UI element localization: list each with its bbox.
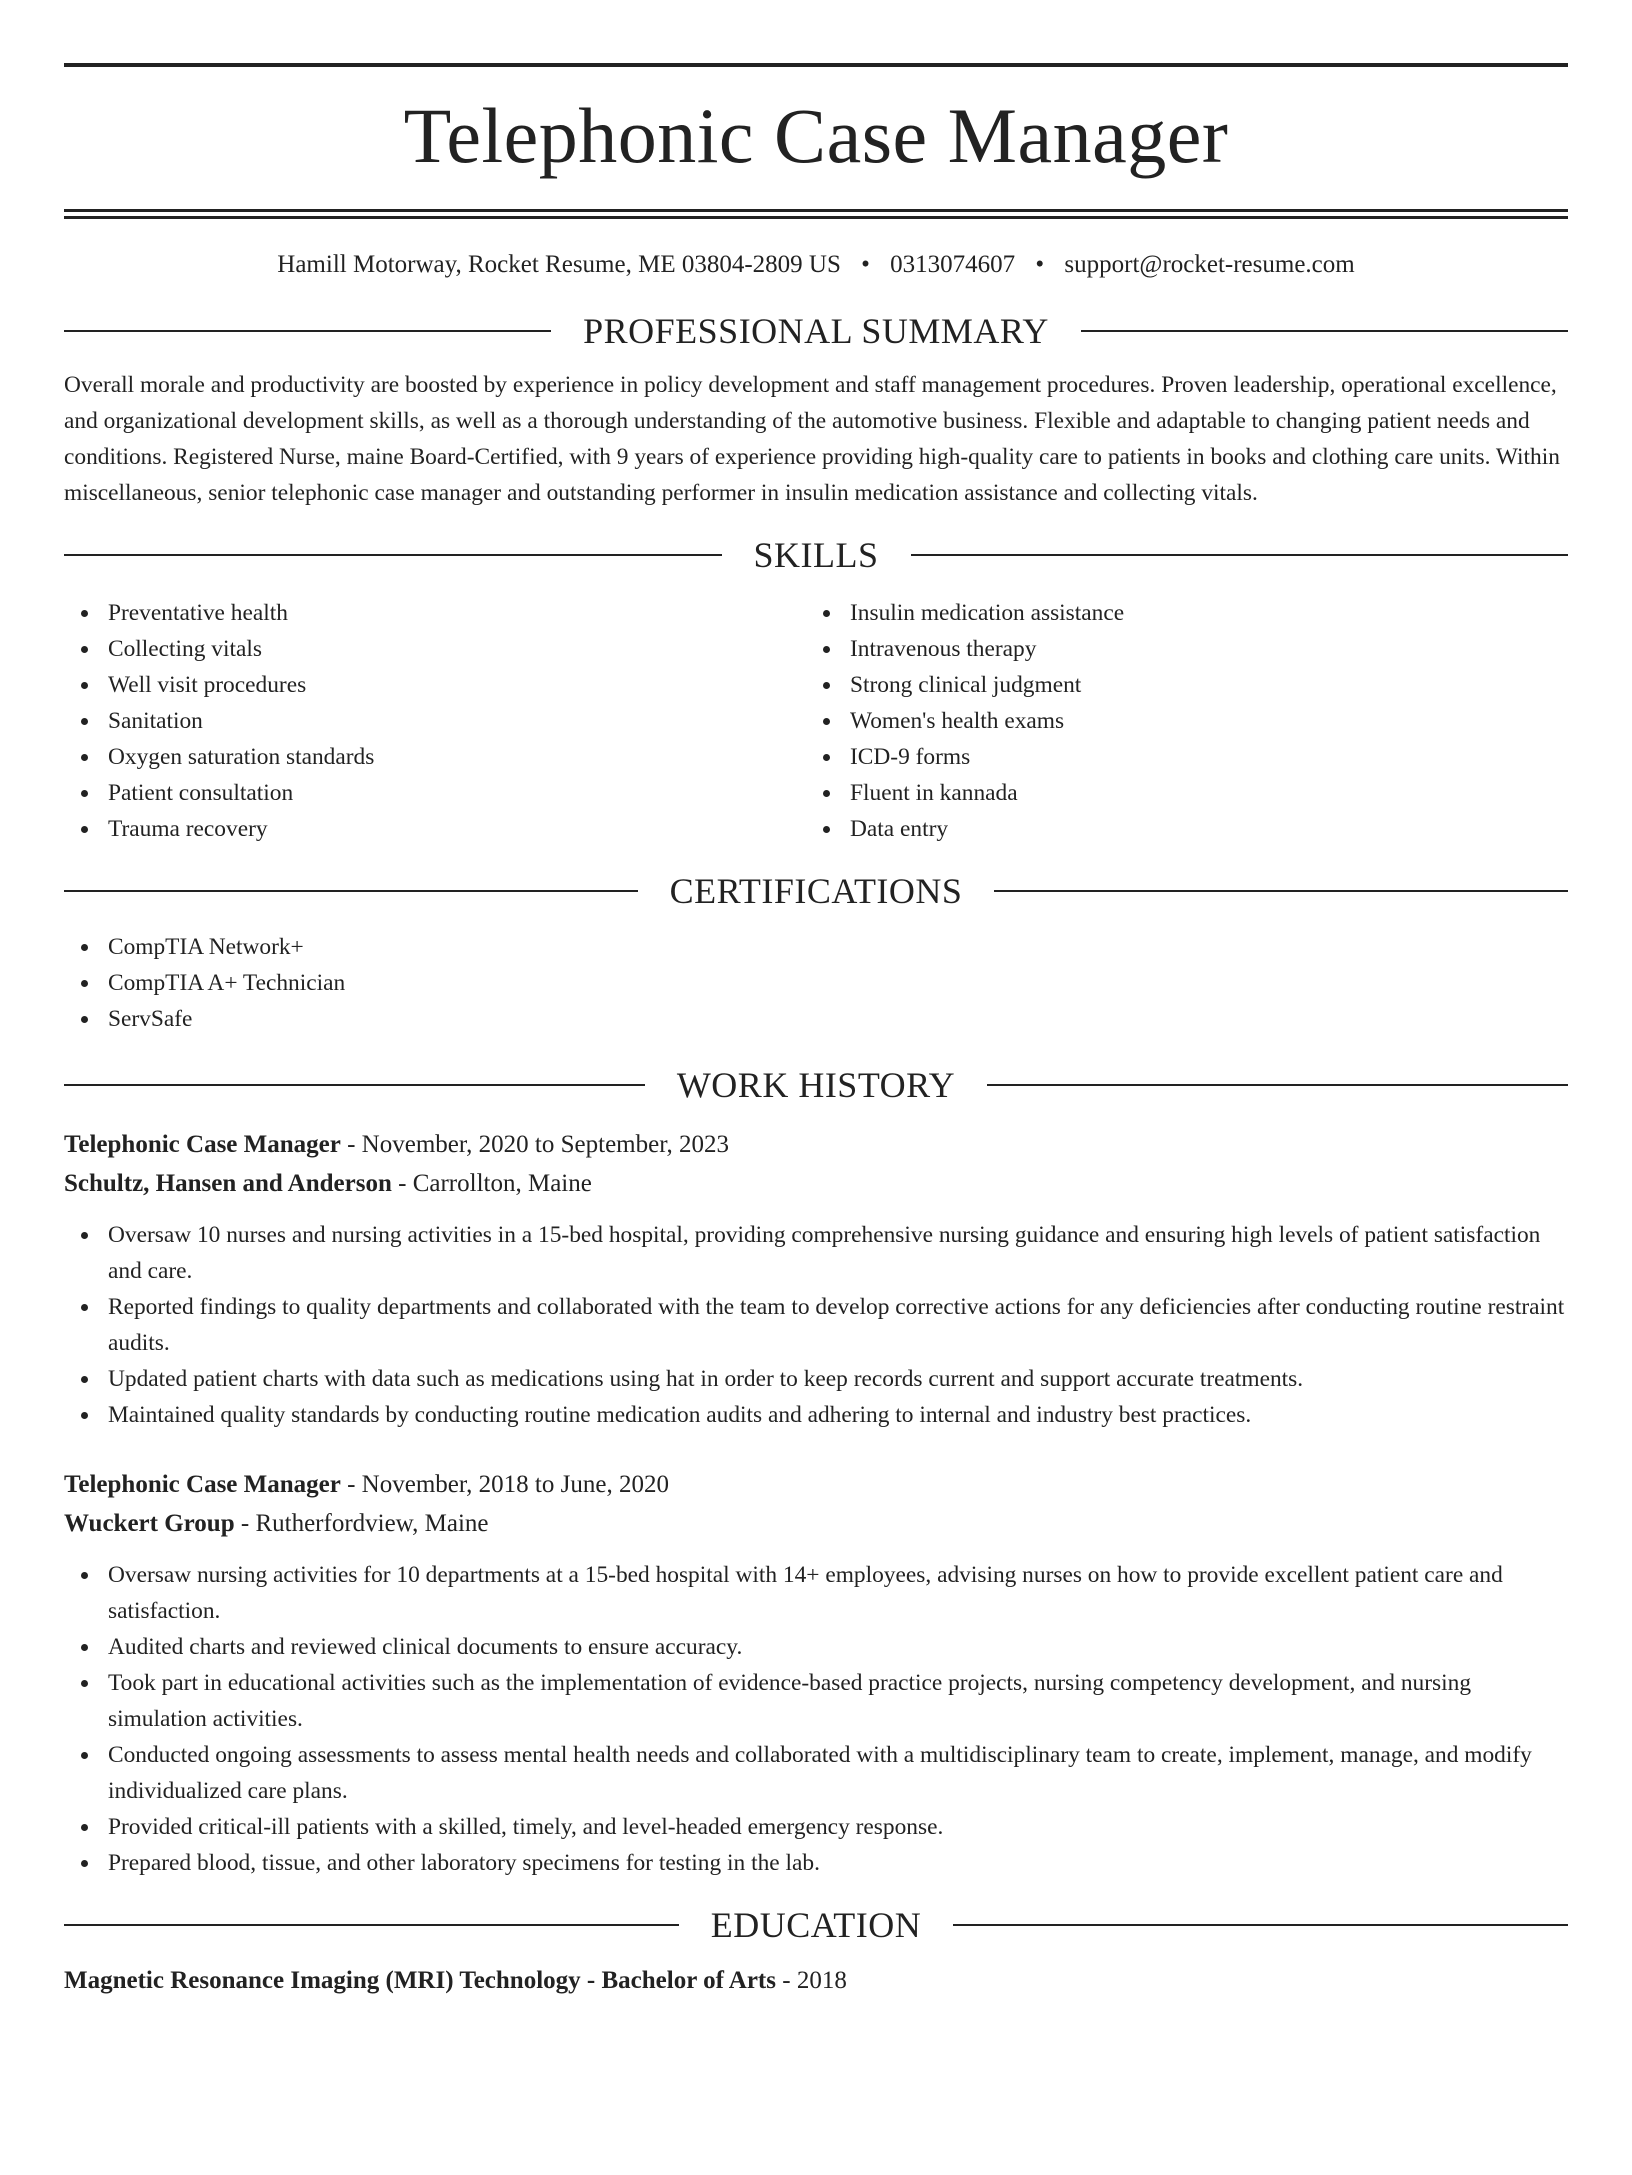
certification-item: CompTIA A+ Technician (64, 965, 1568, 1001)
job-duty: Audited charts and reviewed clinical documents to ensure accuracy. (64, 1629, 1568, 1665)
contact-separator: • (861, 251, 870, 278)
heading-rule (994, 890, 1568, 892)
contact-line (64, 249, 1568, 281)
section-heading-summary (64, 309, 1568, 353)
skill-item: Trauma recovery (64, 811, 806, 847)
heading-rule (1081, 330, 1568, 332)
heading-rule (64, 890, 638, 892)
job-location: - Rutherfordview, Maine (234, 1510, 489, 1537)
job-company: Schultz, Hansen and Anderson (64, 1170, 392, 1197)
job-company-line (64, 1504, 1568, 1543)
section-heading-work-history (64, 1063, 1568, 1107)
job-company-line (64, 1164, 1568, 1203)
skill-item: Oxygen saturation standards (64, 739, 806, 775)
job-role: Telephonic Case Manager (64, 1471, 341, 1498)
section-heading-education (64, 1903, 1568, 1947)
name-double-rule (64, 209, 1568, 219)
candidate-name: Telephonic Case Manager (403, 92, 1229, 179)
section-title: CERTIFICATIONS (669, 871, 963, 911)
contact-separator: • (1035, 251, 1045, 278)
job-duty: Maintained quality standards by conducting routine medication audits and adhering to internal and industry best practices. (64, 1397, 1568, 1433)
job-duty: Prepared blood, tissue, and other laboratory specimens for testing in the lab. (64, 1845, 1568, 1881)
skill-item: Patient consultation (64, 775, 806, 811)
job-duty: Conducted ongoing assessments to assess mental health needs and collaborated with a multidisciplinary team to create, implement, manage, and modify individualized care plans. (64, 1737, 1568, 1809)
contact-email: support@rocket-resume.com (1064, 251, 1355, 278)
job-duty: Oversaw 10 nurses and nursing activities in a 15-bed hospital, providing comprehensive nursing guidance and ensuring high levels of patient satisfaction and care. (64, 1217, 1568, 1289)
heading-rule (64, 554, 722, 556)
skill-item: Sanitation (64, 703, 806, 739)
summary-text: Overall morale and productivity are boosted by experience in policy development and staff management procedures. Proven leadership, operational excellence, and organizational development skills, as well as a thorough understanding of the automotive business. Flexible and adaptable to changing patient needs and conditions. Registered Nurse, maine Board-Certified, with 9 years of experience providing high-quality care to patients in books and clothing care units. Within miscellaneous, senior telephonic case manager and outstanding performer in insulin medication assistance and collecting vitals. (64, 372, 1560, 506)
skill-item: Collecting vitals (64, 631, 806, 667)
skills-column-right (806, 595, 1548, 847)
skills-list (64, 595, 1568, 847)
job-duty: Updated patient charts with data such as medications using hat in order to keep records current and support accurate treatments. (64, 1361, 1568, 1397)
contact-phone: 0313074607 (890, 251, 1016, 278)
skill-item: Strong clinical judgment (806, 667, 1548, 703)
job-title-line (64, 1465, 1568, 1504)
heading-rule (987, 1084, 1568, 1086)
education-year: - 2018 (776, 1967, 847, 1994)
job-duties-list (64, 1217, 1568, 1433)
education-entry (64, 1961, 1568, 2000)
skill-item: Preventative health (64, 595, 806, 631)
contact-address: Hamill Motorway, Rocket Resume, ME 03804-2809 US (277, 251, 841, 278)
skill-item: Intravenous therapy (806, 631, 1548, 667)
skills-column-left (64, 595, 806, 847)
certifications-list (64, 929, 1568, 1037)
heading-rule (64, 1924, 679, 1926)
skill-item: Insulin medication assistance (806, 595, 1548, 631)
job-duty: Provided critical-ill patients with a skilled, timely, and level-headed emergency response. (64, 1809, 1568, 1845)
job-duty: Reported findings to quality departments and collaborated with the team to develop corrective actions for any deficiencies after conducting routine restraint audits. (64, 1289, 1568, 1361)
education-degree: Magnetic Resonance Imaging (MRI) Technology - Bachelor of Arts (64, 1967, 776, 1994)
certification-item: CompTIA Network+ (64, 929, 1568, 965)
heading-rule (911, 554, 1569, 556)
heading-rule (953, 1924, 1568, 1926)
section-title: EDUCATION (710, 1905, 922, 1945)
skill-item: Women's health exams (806, 703, 1548, 739)
certification-item: ServSafe (64, 1001, 1568, 1037)
section-heading-certifications (64, 869, 1568, 913)
education-line (64, 1961, 1568, 2000)
resume-page (0, 63, 1632, 2175)
section-title: WORK HISTORY (676, 1065, 956, 1105)
job-duty: Took part in educational activities such as the implementation of evidence-based practice projects, nursing competency development, and nursing simulation activities. (64, 1665, 1568, 1737)
top-rule (64, 63, 1568, 67)
skill-item: Fluent in kannada (806, 775, 1548, 811)
job-title-line (64, 1125, 1568, 1164)
section-title: SKILLS (753, 535, 879, 575)
job-location: - Carrollton, Maine (391, 1170, 592, 1197)
heading-rule (64, 330, 551, 332)
job-company: Wuckert Group (64, 1510, 235, 1537)
skill-item: Data entry (806, 811, 1548, 847)
skill-item: Well visit procedures (64, 667, 806, 703)
job-entry (64, 1465, 1568, 1881)
section-heading-skills (64, 533, 1568, 577)
job-dates: - November, 2018 to June, 2020 (340, 1471, 669, 1498)
job-duty: Oversaw nursing activities for 10 departments at a 15-bed hospital with 14+ employees, advising nurses on how to provide excellent patient care and satisfaction. (64, 1557, 1568, 1629)
section-title: PROFESSIONAL SUMMARY (583, 311, 1049, 351)
job-role: Telephonic Case Manager (64, 1131, 341, 1158)
skill-item: ICD-9 forms (806, 739, 1548, 775)
job-duties-list (64, 1557, 1568, 1881)
heading-rule (64, 1084, 645, 1086)
job-entry (64, 1125, 1568, 1433)
job-dates: - November, 2020 to September, 2023 (340, 1131, 730, 1158)
